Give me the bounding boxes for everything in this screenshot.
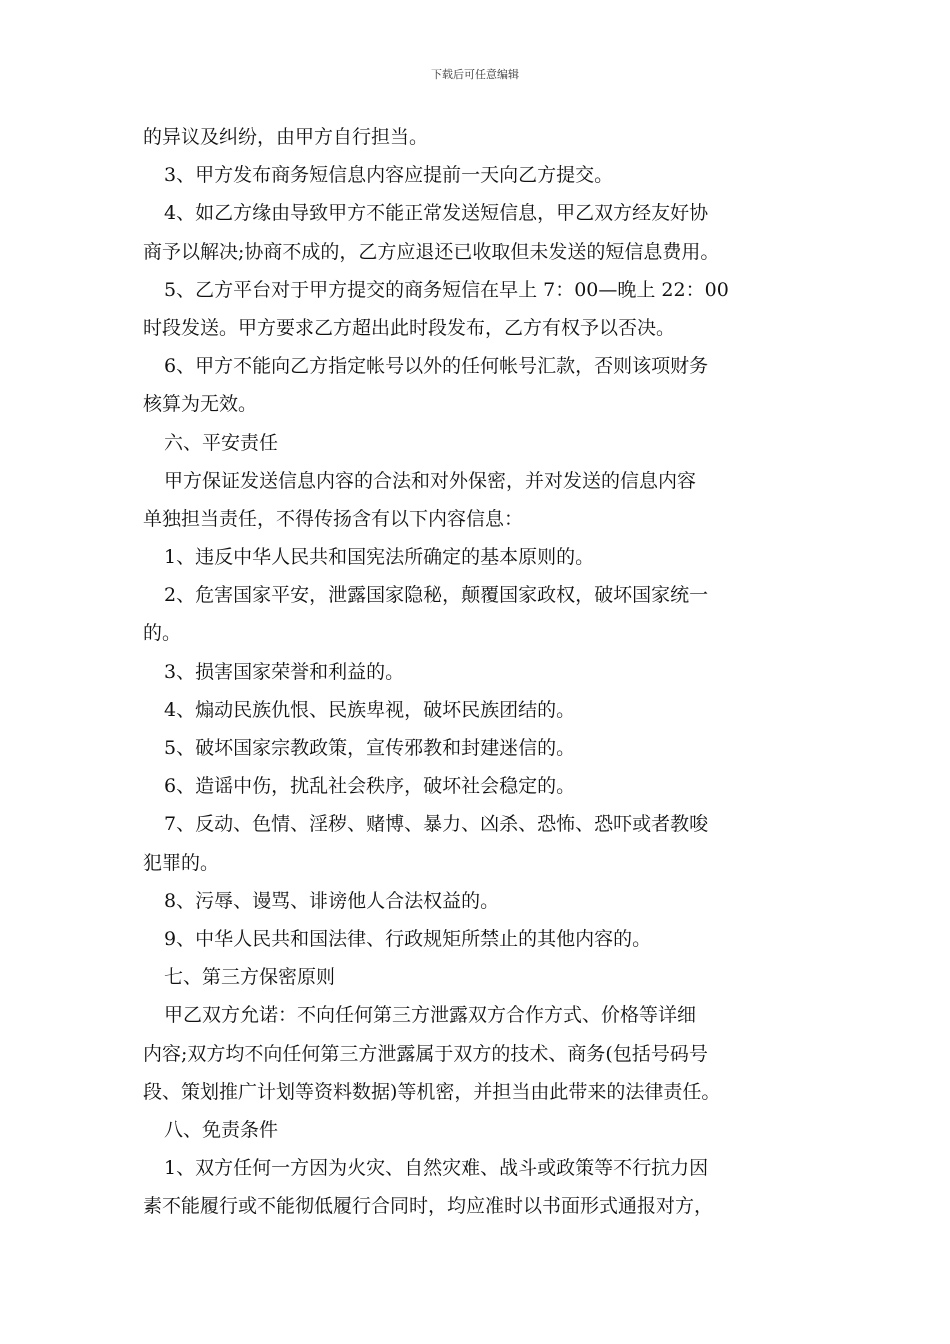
text-line: 段、策划推广计划等资料数据)等机密，并担当由此带来的法律责任。 (143, 1080, 721, 1103)
text-line: 3、甲方发布商务短信息内容应提前一天向乙方提交。 (164, 164, 614, 187)
text-line: 八、免责条件 (164, 1118, 279, 1141)
text-line: 9、中华人民共和国法律、行政规矩所禁止的其他内容的。 (164, 927, 652, 950)
text-line: 素不能履行或不能彻低履行合同时，均应准时以书面形式通报对方， (143, 1195, 714, 1218)
page-header: 下载后可任意编辑 (431, 68, 519, 81)
text-line: 商予以解决;协商不成的，乙方应退还已收取但未发送的短信息费用。 (143, 240, 720, 263)
text-line: 4、煽动民族仇恨、民族卑视，破坏民族团结的。 (164, 698, 576, 721)
text-line: 七、第三方保密原则 (164, 966, 336, 989)
text-line: 6、造谣中伤，扰乱社会秩序，破坏社会稳定的。 (164, 775, 576, 798)
text-line: 内容;双方均不向任何第三方泄露属于双方的技术、商务(包括号码号 (143, 1042, 708, 1065)
text-line: 的。 (143, 622, 182, 645)
text-line: 1、违反中华人民共和国宪法所确定的基本原则的。 (164, 546, 595, 569)
text-line: 甲方保证发送信息内容的合法和对外保密，并对发送的信息内容 (164, 469, 697, 492)
text-line: 时段发送。甲方要求乙方超出此时段发布，乙方有权予以否决。 (143, 316, 676, 339)
text-line: 2、危害国家平安，泄露国家隐秘，颠覆国家政权，破坏国家统一 (164, 584, 709, 607)
text-line: 单独担当责任，不得传扬含有以下内容信息： (143, 507, 524, 530)
text-line: 7、反动、色情、淫秽、赌博、暴力、凶杀、恐怖、恐吓或者教唆 (164, 813, 709, 836)
text-line: 犯罪的。 (143, 851, 220, 874)
text-line: 5、乙方平台对于甲方提交的商务短信在早上 7：00—晚上 22：00 (164, 278, 729, 301)
text-line: 3、损害国家荣誉和利益的。 (164, 660, 405, 683)
text-line: 1、双方任何一方因为火灾、自然灾难、战斗或政策等不行抗力因 (164, 1157, 709, 1180)
text-line: 的异议及纠纷，由甲方自行担当。 (143, 126, 429, 148)
text-line: 核算为无效。 (143, 393, 258, 416)
text-line: 8、污辱、谩骂、诽谤他人合法权益的。 (164, 889, 500, 912)
text-line: 5、破坏国家宗教政策，宣传邪教和封建迷信的。 (164, 737, 576, 759)
text-line: 6、甲方不能向乙方指定帐号以外的任何帐号汇款，否则该项财务 (164, 355, 709, 378)
text-line: 六、平安责任 (164, 431, 279, 454)
text-line: 甲乙双方允诺：不向任何第三方泄露双方合作方式、价格等详细 (164, 1004, 697, 1027)
text-line: 4、如乙方缘由导致甲方不能正常发送短信息，甲乙双方经友好协 (164, 202, 709, 225)
document-body (143, 118, 815, 1225)
